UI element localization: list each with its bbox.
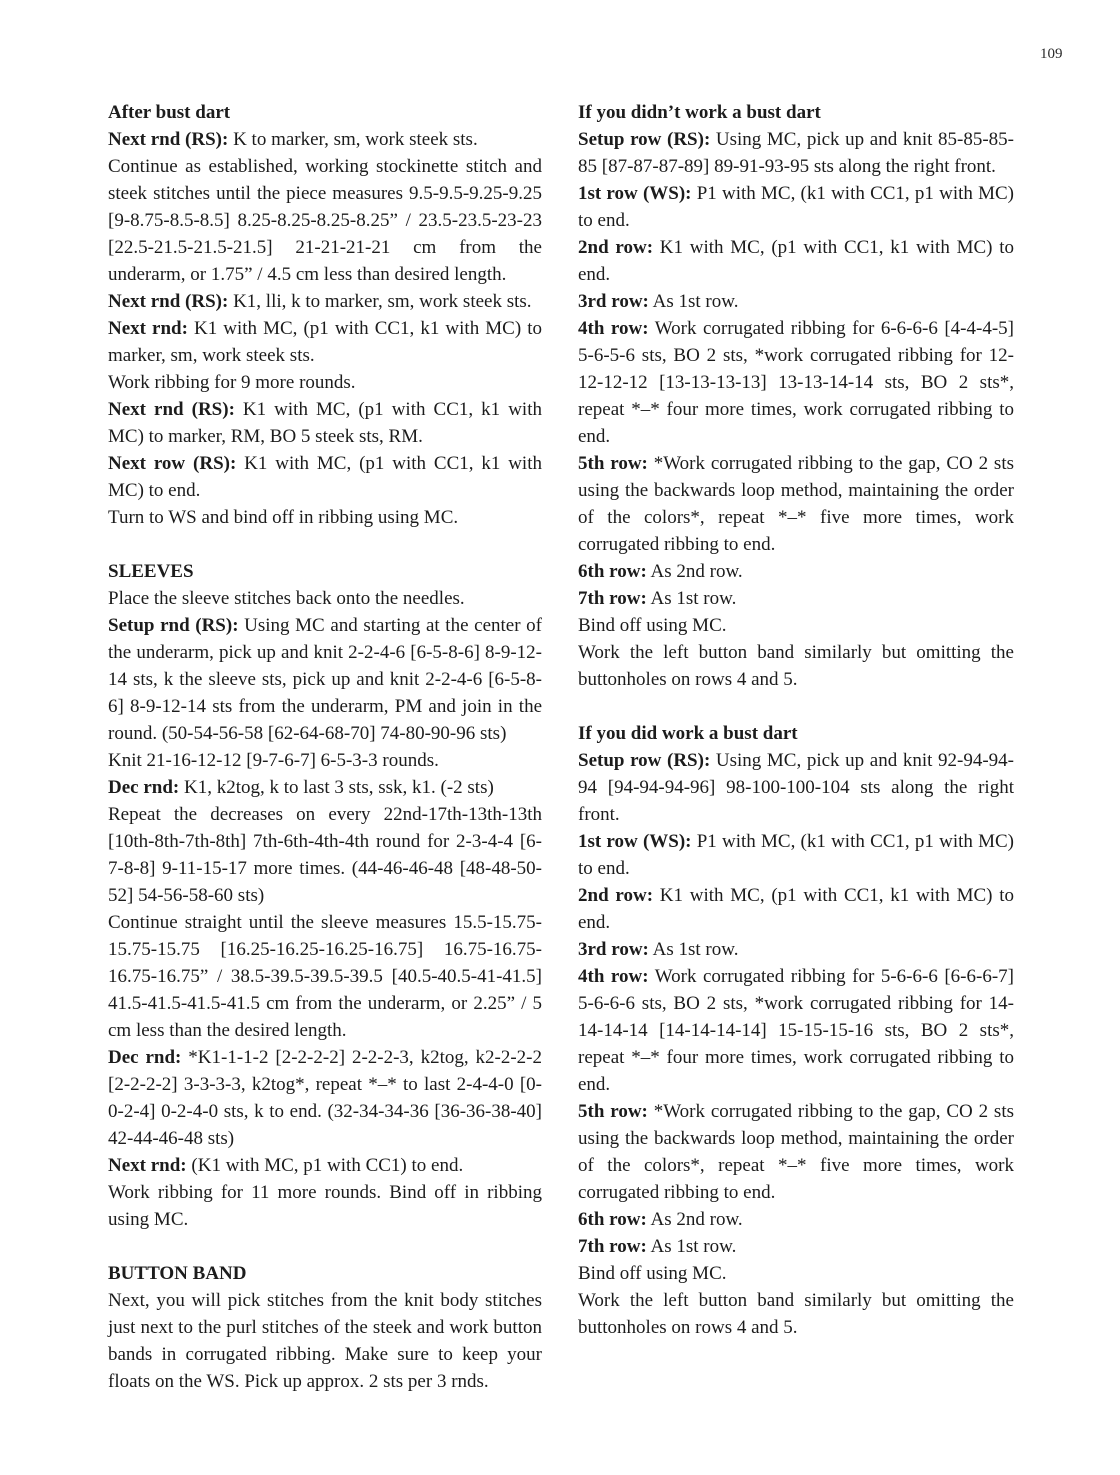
section-heading: SLEEVES xyxy=(108,561,194,582)
subsection-heading: After bust dart xyxy=(108,102,231,123)
paragraph-lead: Dec rnd: xyxy=(108,777,180,798)
paragraph-lead: 1st row (WS): xyxy=(578,831,692,852)
paragraph-lead: 5th row: xyxy=(578,453,648,474)
paragraph-lead: 6th row: xyxy=(578,561,647,582)
paragraph: Work the left button band similarly but omitting the buttonholes on rows 4 and 5. xyxy=(578,1290,1014,1338)
paragraph: 1st row (WS): P1 with MC, (k1 with CC1, p1 with MC) to end. xyxy=(578,831,1014,879)
paragraph-lead: 2nd row: xyxy=(578,237,654,258)
paragraph: Setup row (RS): Using MC, pick up and knit 92-94-94-94 [94-94-94-96] 98-100-100-104 sts along the right front. xyxy=(578,750,1014,825)
paragraph: Turn to WS and bind off in ribbing using MC. xyxy=(108,507,459,528)
paragraph: 1st row (WS): P1 with MC, (k1 with CC1, p1 with MC) to end. xyxy=(578,183,1014,231)
paragraph-lead: Next rnd: xyxy=(108,1155,187,1176)
paragraph: Setup row (RS): Using MC, pick up and knit 85-85-85-85 [87-87-87-89] 89-91-93-95 sts along the right front. xyxy=(578,129,1014,177)
paragraph: Setup rnd (RS): Using MC and starting at the center of the underarm, pick up and knit 2-2-4-6 [6-5-8-6] 8-9-12-14 sts, k the sleeve sts, pick up and knit 2-2-4-6 [6-5-8-6] 8-9-12-14 sts from the underarm, PM and join in the round. (50-54-56-58 [62-64-68-70] 74-80-90-96 sts) xyxy=(108,615,542,744)
paragraph: 2nd row: K1 with MC, (p1 with CC1, k1 with MC) to end. xyxy=(578,237,1014,285)
paragraph: 7th row: As 1st row. xyxy=(578,1236,737,1257)
paragraph: 4th row: Work corrugated ribbing for 6-6-6-6 [4-4-4-5] 5-6-5-6 sts, BO 2 sts, *work corrugated ribbing for 12-12-12-12 [13-13-13-13] 13-13-14-14 sts, BO 2 sts*, repeat *–* four more times, work corrugated ribbing to end. xyxy=(578,318,1014,447)
paragraph-lead: Next rnd: xyxy=(108,318,188,339)
paragraph: 5th row: *Work corrugated ribbing to the gap, CO 2 sts using the backwards loop method, maintaining the order of the colors*, repeat *–* five more times, work corrugated ribbing to end. xyxy=(578,1101,1014,1203)
paragraph-lead: 2nd row: xyxy=(578,885,654,906)
paragraph: Work ribbing for 11 more rounds. Bind off in ribbing using MC. xyxy=(108,1182,542,1230)
paragraph: Next rnd (RS): K1, lli, k to marker, sm, work steek sts. xyxy=(108,291,532,312)
paragraph: Continue straight until the sleeve measures 15.5-15.75-15.75-15.75 [16.25-16.25-16.25-16.75] 16.75-16.75-16.75-16.75” / 38.5-39.5-39.5-39.5 [40.5-40.5-41-41.5] 41.5-41.5-41.5-41.5 cm from the underarm, or 2.25” / 5 cm less than the desired length. xyxy=(108,912,542,1041)
paragraph: 3rd row: As 1st row. xyxy=(578,291,739,312)
paragraph-lead: 5th row: xyxy=(578,1101,648,1122)
paragraph-lead: 4th row: xyxy=(578,318,649,339)
paragraph: Repeat the decreases on every 22nd-17th-13th-13th [10th-8th-7th-8th] 7th-6th-4th-4th round for 2-3-4-4 [6-7-8-8] 9-11-15-17 more times. (44-46-46-48 [48-48-50-52] 54-56-58-60 sts) xyxy=(108,804,542,906)
paragraph: Next, you will pick stitches from the knit body stitches just next to the purl stitches of the steek and work button bands in corrugated ribbing. Make sure to keep your floats on the WS. Pick up approx. 2 sts per 3 rnds. xyxy=(108,1290,542,1392)
page-number: 109 xyxy=(1040,46,1063,62)
paragraph: Work the left button band similarly but omitting the buttonholes on rows 4 and 5. xyxy=(578,642,1014,690)
paragraph-lead: Next rnd (RS): xyxy=(108,399,235,420)
paragraph-lead: 3rd row: xyxy=(578,291,649,312)
paragraph: Place the sleeve stitches back onto the needles. xyxy=(108,588,465,609)
subsection-heading: If you didn’t work a bust dart xyxy=(578,102,821,123)
paragraph-lead: Dec rnd: xyxy=(108,1047,182,1068)
left-text-column xyxy=(108,99,542,1395)
paragraph-lead: Next rnd (RS): xyxy=(108,129,229,150)
paragraph: Bind off using MC. xyxy=(578,615,727,636)
paragraph: Continue as established, working stockinette stitch and steek stitches until the piece measures 9.5-9.5-9.25-9.25 [9-8.75-8.5-8.5] 8.25-8.25-8.25-8.25” / 23.5-23.5-23-23 [22.5-21.5-21.5-21.5] 21-21-21-21 cm from the underarm, or 1.75” / 4.5 cm less than desired length. xyxy=(108,156,542,285)
paragraph: 6th row: As 2nd row. xyxy=(578,1209,743,1230)
subsection-heading: If you did work a bust dart xyxy=(578,723,798,744)
paragraph-lead: Next rnd (RS): xyxy=(108,291,229,312)
paragraph-lead: 1st row (WS): xyxy=(578,183,692,204)
paragraph: 5th row: *Work corrugated ribbing to the gap, CO 2 sts using the backwards loop method, maintaining the order of the colors*, repeat *–* five more times, work corrugated ribbing to end. xyxy=(578,453,1014,555)
paragraph: Next rnd (RS): K1 with MC, (p1 with CC1, k1 with MC) to marker, RM, BO 5 steek sts, RM. xyxy=(108,399,542,447)
paragraph: 7th row: As 1st row. xyxy=(578,588,737,609)
section-heading: BUTTON BAND xyxy=(108,1263,247,1284)
paragraph-lead: 6th row: xyxy=(578,1209,647,1230)
paragraph-lead: 4th row: xyxy=(578,966,649,987)
paragraph-lead: 7th row: xyxy=(578,588,647,609)
paragraph-lead: Setup row (RS): xyxy=(578,750,711,771)
paragraph: Next row (RS): K1 with MC, (p1 with CC1, k1 with MC) to end. xyxy=(108,453,542,501)
paragraph: Work ribbing for 9 more rounds. xyxy=(108,372,356,393)
paragraph: Dec rnd: K1, k2tog, k to last 3 sts, ssk, k1. (-2 sts) xyxy=(108,777,494,798)
paragraph: Bind off using MC. xyxy=(578,1263,727,1284)
paragraph: 4th row: Work corrugated ribbing for 5-6-6-6 [6-6-6-7] 5-6-6-6 sts, BO 2 sts, *work corrugated ribbing for 14-14-14-14 [14-14-14-14] 15-15-15-16 sts, BO 2 sts*, repeat *–* four more times, work corrugated ribbing to end. xyxy=(578,966,1014,1095)
paragraph: Knit 21-16-12-12 [9-7-6-7] 6-5-3-3 rounds. xyxy=(108,750,439,771)
paragraph: 2nd row: K1 with MC, (p1 with CC1, k1 with MC) to end. xyxy=(578,885,1014,933)
paragraph: Next rnd: (K1 with MC, p1 with CC1) to end. xyxy=(108,1155,464,1176)
paragraph-lead: Setup row (RS): xyxy=(578,129,711,150)
paragraph-lead: Setup rnd (RS): xyxy=(108,615,239,636)
paragraph-lead: Next row (RS): xyxy=(108,453,237,474)
paragraph: 3rd row: As 1st row. xyxy=(578,939,739,960)
paragraph: Dec rnd: *K1-1-1-2 [2-2-2-2] 2-2-2-3, k2tog, k2-2-2-2 [2-2-2-2] 3-3-3-3, k2tog*, repeat *–* to last 2-4-4-0 [0-0-2-4] 0-2-4-0 sts, k to end. (32-34-34-36 [36-36-38-40] 42-44-46-48 sts) xyxy=(108,1047,542,1149)
paragraph: Next rnd: K1 with MC, (p1 with CC1, k1 with MC) to marker, sm, work steek sts. xyxy=(108,318,542,366)
paragraph-lead: 3rd row: xyxy=(578,939,649,960)
paragraph: Next rnd (RS): K to marker, sm, work steek sts. xyxy=(108,129,478,150)
paragraph-lead: 7th row: xyxy=(578,1236,647,1257)
paragraph: 6th row: As 2nd row. xyxy=(578,561,743,582)
right-text-column xyxy=(578,99,1014,1341)
